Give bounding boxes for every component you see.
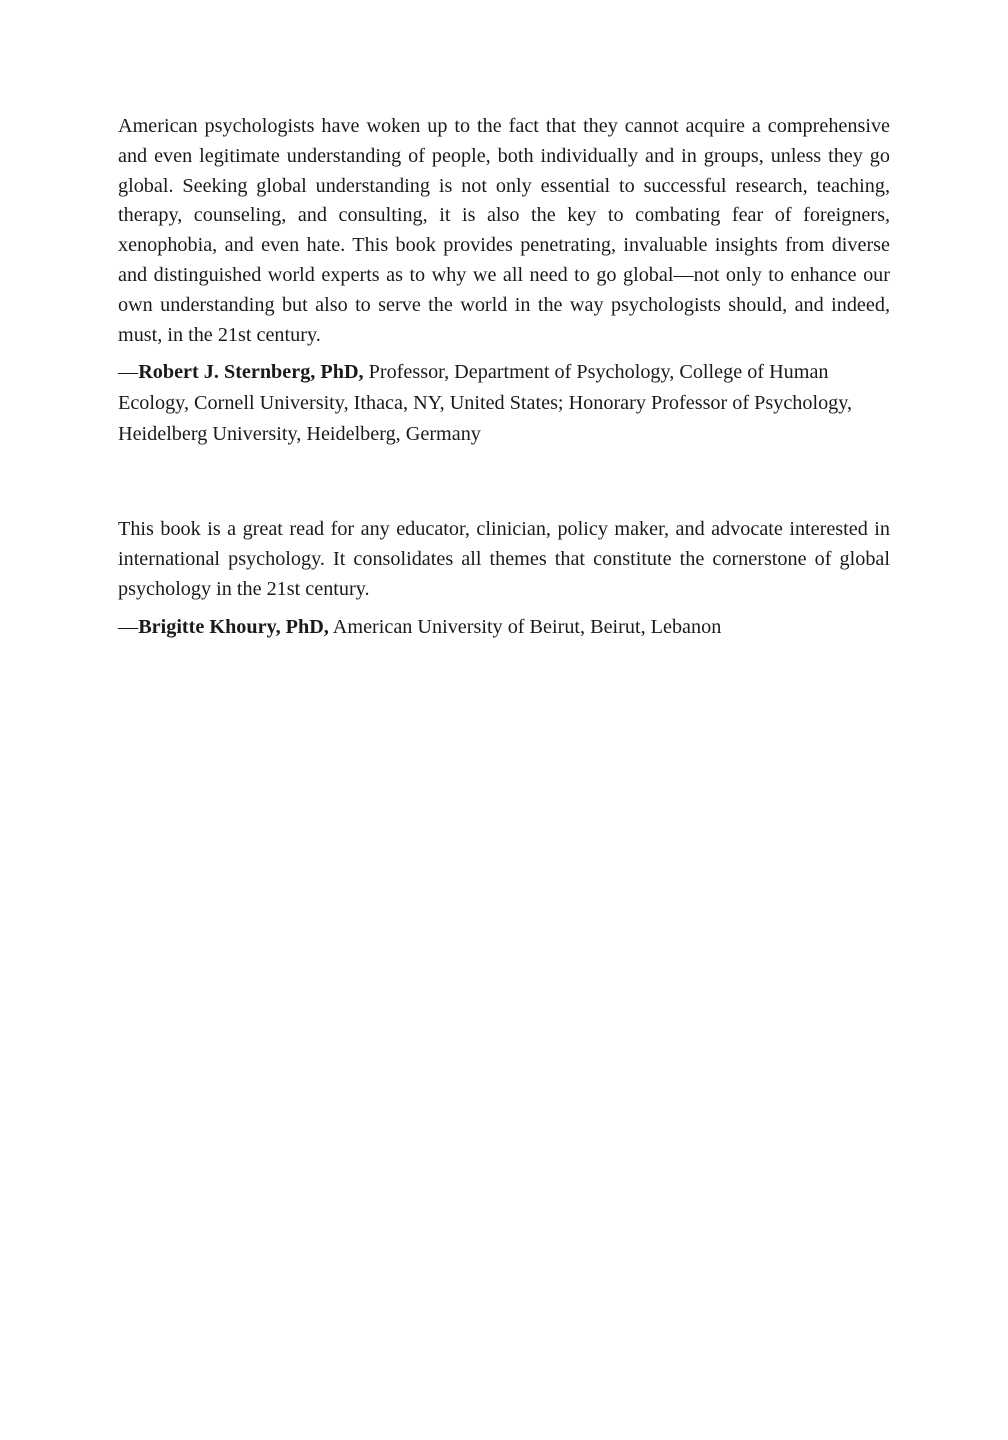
endorsement-attribution	[118, 612, 890, 643]
endorser-name: Robert J. Sternberg, PhD,	[138, 361, 364, 384]
endorsement-text: This book is a great read for any educator, clinician, policy maker, and advocate interested in international psychology. It consolidates all themes that constitute the cornerstone of global psychology in the 21st century.	[118, 518, 890, 600]
endorser-affiliation: Professor, Department of Psychology, College of Human Ecology, Cornell University, Ithaca, NY, United States; Honorary Professor of Psychology, Heidelberg University, Heidelberg, Germany	[118, 361, 853, 446]
endorsement-attribution	[118, 357, 890, 450]
endorsement-text: American psychologists have woken up to the fact that they cannot acquire a comprehensive and even legitimate understanding of people, both individually and in groups, unless they go global. Seeking global understanding is not only essential to successful research, teaching, therapy, counseling, and consulting, it is also the key to combating fear of foreigners, xenophobia, and even hate. This book provides penetrating, invaluable insights from diverse and distinguished world experts as to why we all need to go global—not only to enhance our own understanding but also to serve the world in the way psychologists should, and indeed, must, in the 21st century.	[118, 115, 890, 346]
attribution-dash: —	[118, 615, 139, 638]
endorsement-khoury	[118, 515, 890, 642]
attribution-dash: —	[118, 361, 139, 384]
endorsement-sternberg	[118, 112, 890, 450]
endorser-name: Brigitte Khoury, PhD,	[138, 615, 329, 638]
endorser-affiliation: American University of Beirut, Beirut, Lebanon	[328, 615, 722, 638]
page-content	[118, 112, 890, 643]
